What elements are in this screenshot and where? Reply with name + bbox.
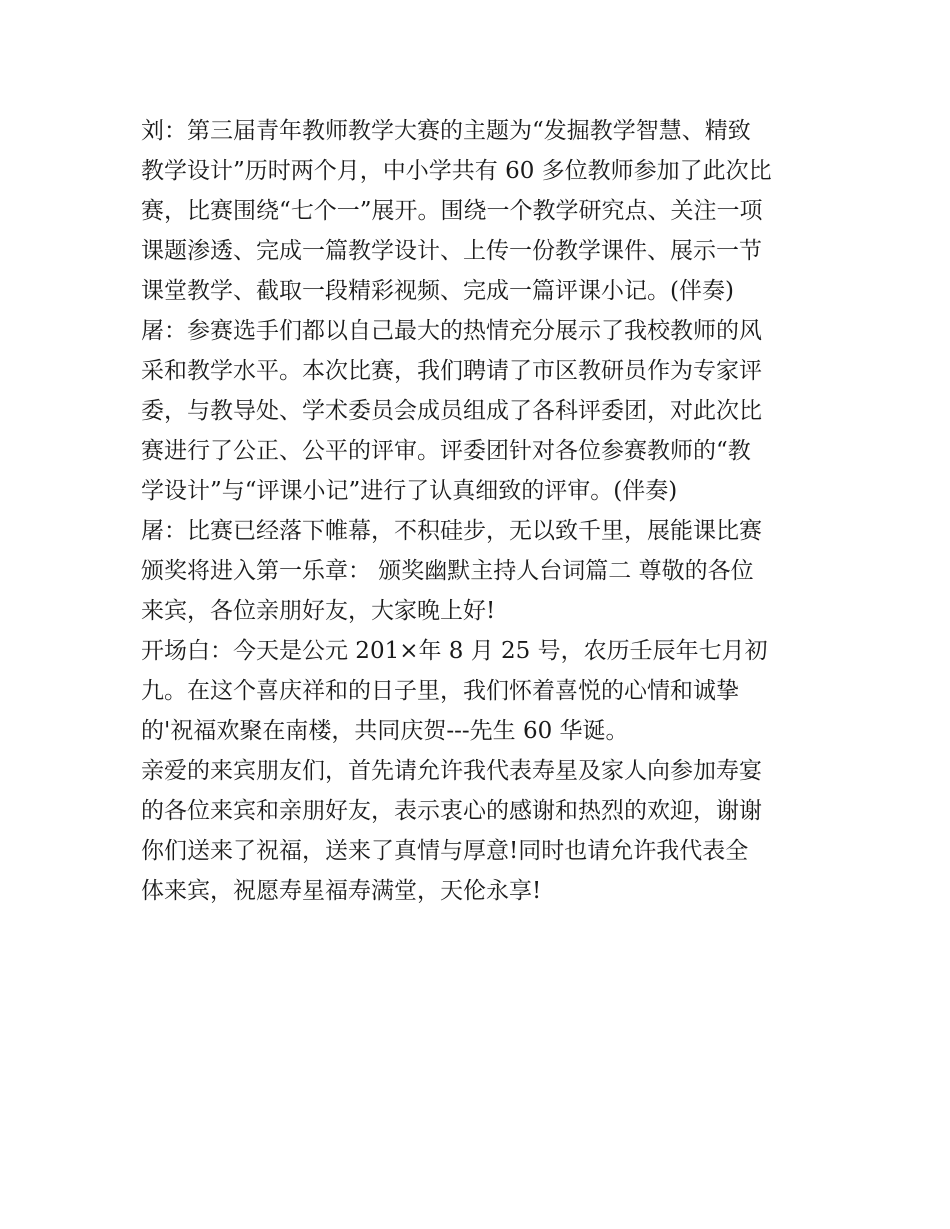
text-line: 学设计”与“评课小记”进行了认真细致的评审。(伴奏) <box>141 478 678 504</box>
text-line: 的'祝福欢聚在南楼，共同庆贺---先生 60 华诞。 <box>141 718 629 744</box>
text-line: 颁奖将进入第一乐章： 颁奖幽默主持人台词篇二 尊敬的各位 <box>141 558 754 584</box>
text-line: 屠：比赛已经落下帷幕，不积硅步，无以致千里，展能课比赛 <box>141 518 762 544</box>
text-line: 课题渗透、完成一篇教学设计、上传一份教学课件、展示一节 <box>141 238 762 264</box>
text-line: 采和教学水平。本次比赛，我们聘请了市区教研员作为专家评 <box>141 358 762 384</box>
text-line: 体来宾，祝愿寿星福寿满堂，天伦永享! <box>141 878 542 904</box>
text-line: 刘：第三届青年教师教学大赛的主题为“发掘教学智慧、精致 <box>141 118 751 144</box>
text-line: 课堂教学、截取一段精彩视频、完成一篇评课小记。(伴奏) <box>141 278 734 304</box>
text-line: 开场白：今天是公元 201×年 8 月 25 号，农历壬辰年七月初 <box>141 638 768 664</box>
text-line: 九。在这个喜庆祥和的日子里，我们怀着喜悦的心情和诚挚 <box>141 678 739 704</box>
text-line: 委，与教导处、学术委员会成员组成了各科评委团，对此次比 <box>141 398 762 424</box>
text-line: 赛进行了公正、公平的评审。评委团针对各位参赛教师的“教 <box>141 438 751 464</box>
text-line: 亲爱的来宾朋友们，首先请允许我代表寿星及家人向参加寿宴 <box>141 758 762 784</box>
document-body <box>141 111 831 911</box>
text-line: 你们送来了祝福，送来了真情与厚意!同时也请允许我代表全 <box>141 838 749 864</box>
text-line: 赛，比赛围绕“七个一”展开。围绕一个教学研究点、关注一项 <box>141 198 763 224</box>
text-line: 的各位来宾和亲朋好友，表示衷心的感谢和热烈的欢迎，谢谢 <box>141 798 762 824</box>
text-line: 来宾，各位亲朋好友，大家晚上好! <box>141 598 496 624</box>
text-line: 教学设计”历时两个月，中小学共有 60 多位教师参加了此次比 <box>141 158 772 184</box>
text-line: 屠：参赛选手们都以自己最大的热情充分展示了我校教师的风 <box>141 318 762 344</box>
